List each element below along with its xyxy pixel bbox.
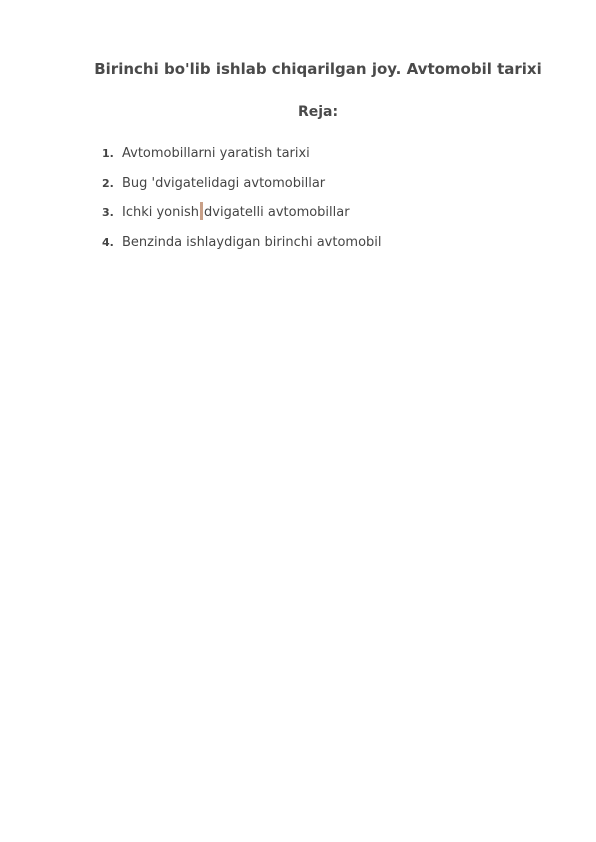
plan-item [102, 232, 382, 262]
plan-item-text[interactable]: Avtomobillarni yaratish tarixi [122, 146, 310, 161]
plan-item-text-after-caret: dvigatelli avtomobillar [204, 205, 350, 220]
plan-item [102, 202, 382, 232]
plan-item-text[interactable]: Bug 'dvigatelidagi avtomobillar [122, 175, 326, 191]
document-title: Birinchi bo'lib ishlab chiqarilgan joy. Avtomobil tarixi [94, 60, 542, 78]
plan-item-number: 1. [102, 147, 114, 160]
plan-heading: Reja: [297, 104, 339, 120]
plan-item-text-before-caret: Ichki yonish [122, 205, 200, 220]
text-cursor [200, 202, 203, 220]
plan-item-text[interactable] [122, 202, 350, 224]
plan-item-number: 2. [102, 176, 114, 190]
plan-list [102, 143, 382, 261]
plan-item [102, 143, 382, 173]
plan-item-number: 4. [102, 235, 114, 249]
plan-item-number: 3. [102, 206, 114, 219]
plan-item [102, 173, 382, 203]
plan-item-text[interactable]: Benzinda ishlaydigan birinchi avtomobil [122, 234, 382, 250]
